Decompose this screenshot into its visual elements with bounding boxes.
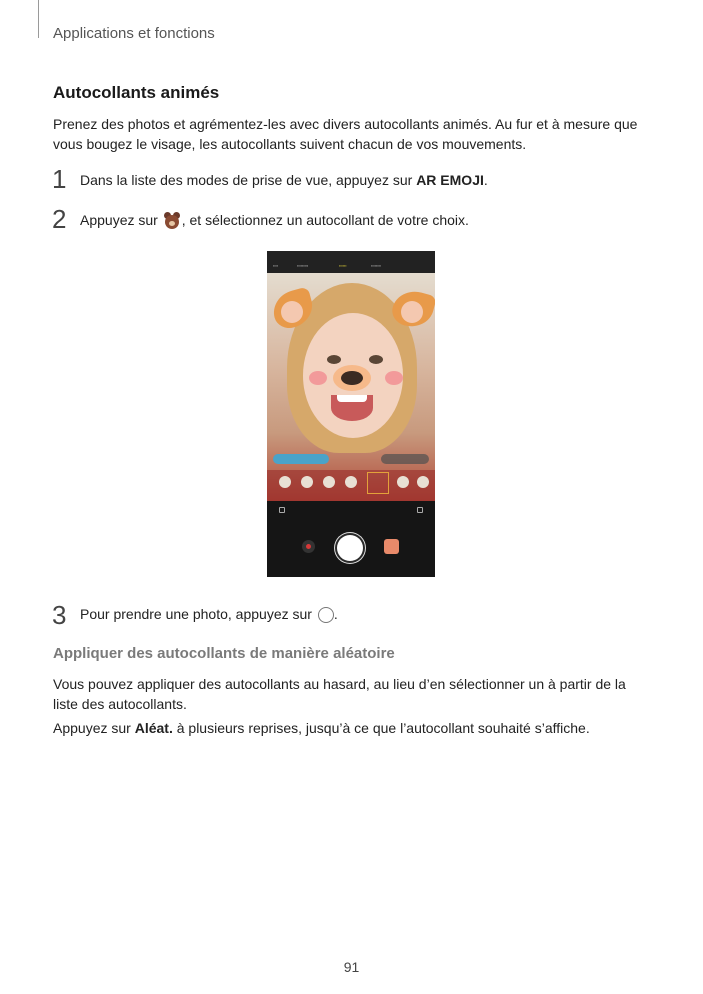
dog-ear-inner-right [401,301,423,323]
sticker-item[interactable] [397,476,409,488]
camera-preview [267,273,435,501]
sticker-item[interactable] [345,476,357,488]
dog-ear-inner-left [281,301,303,323]
switch-camera-icon[interactable] [417,507,423,513]
cheek-right [385,371,403,385]
subsection-title: Appliquer des autocollants de manière aléatoire [53,645,395,662]
record-button[interactable] [302,540,315,553]
intro-paragraph: Prenez des photos et agrémentez-les avec divers autocollants animés. Au fur et à mesure que vous bougez le visage, les autocollants suivent chacun de vos mouvements. [53,116,638,152]
mode-item: ▪▪▪▪ [273,264,278,268]
sticker-item-selected[interactable] [367,472,389,494]
shutter-button[interactable] [337,535,363,561]
step-3-text: Pour prendre une photo, appuyez sur . [80,606,338,622]
section-title: Autocollants animés [53,83,220,102]
sticker-item[interactable] [301,476,313,488]
aleat-label: Aléat. [134,720,173,736]
step-3-number: 3 [52,600,67,630]
page-number: 91 [343,959,360,975]
sticker-tray[interactable] [267,470,435,501]
sticker-item[interactable] [417,476,429,488]
sticker-item[interactable] [323,476,335,488]
running-header: Applications et fonctions [53,25,215,42]
ar-emoji-label: AR EMOJI [416,172,484,188]
random-paragraph-1: Vous pouvez appliquer des autocollants au hasard, au lieu d’en sélectionner un à partir de la liste des autocollants. [53,676,626,712]
bear-sticker-icon [163,212,181,230]
settings-icon[interactable] [279,507,285,513]
step-1-number: 1 [52,164,67,194]
random-paragraph-2: Appuyez sur Aléat. à plusieurs reprises, jusqu’à ce que l’autocollant souhaité s’affiche. [53,720,590,736]
mode-bar [267,251,435,273]
dog-nose [341,371,363,385]
mode-item: ▪▪▪▪▪▪▪▪ [371,264,381,268]
cheek-left [309,371,327,385]
eye-left [327,355,341,364]
shutter-icon [318,607,334,623]
teeth [337,395,367,402]
step-2-text: Appuyez sur , et sélectionnez un autocollant de votre choix. [80,212,469,228]
camera-screenshot [267,251,435,577]
mode-item-active: ▪▪▪▪▪▪ [339,264,347,268]
sticker-category-pill[interactable] [273,454,329,464]
step-2-number: 2 [52,204,67,234]
header-rule [38,0,39,38]
step-1-text: Dans la liste des modes de prise de vue, appuyez sur AR EMOJI. [80,172,488,188]
random-pill[interactable] [381,454,429,464]
mode-item: ▪▪▪▪▪▪▪▪▪ [297,264,309,268]
eye-right [369,355,383,364]
sticker-button[interactable] [384,539,399,554]
sticker-item[interactable] [279,476,291,488]
